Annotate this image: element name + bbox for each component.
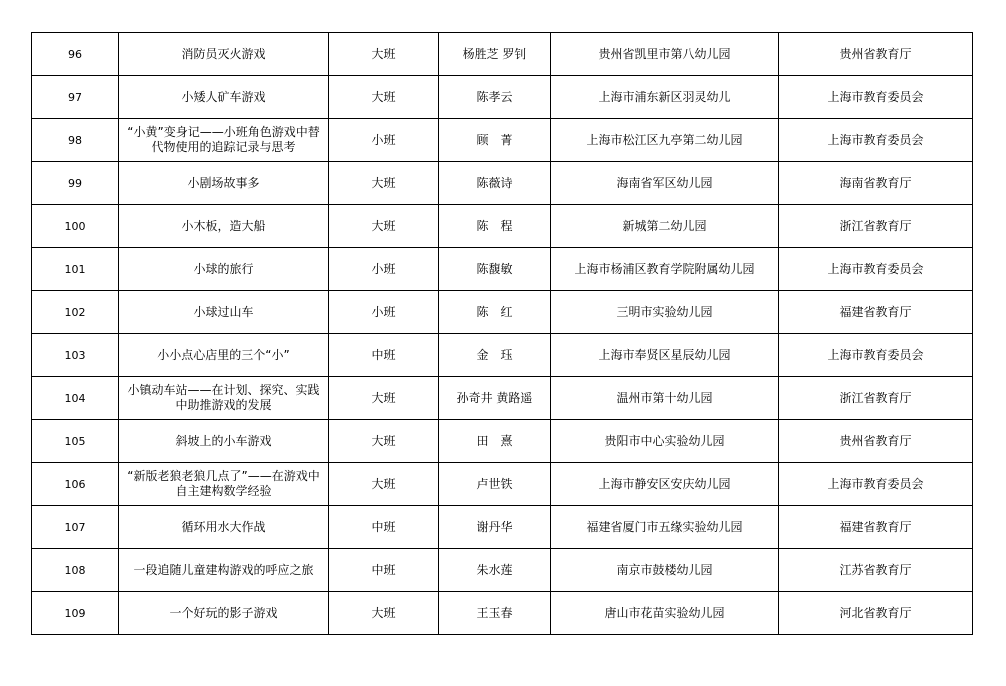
table-row bbox=[32, 549, 973, 592]
author-name: 陈馥敏 bbox=[439, 248, 551, 291]
row-number: 107 bbox=[32, 506, 119, 549]
table-row bbox=[32, 76, 973, 119]
kindergarten-unit: 上海市静安区安庆幼儿园 bbox=[551, 463, 779, 506]
author-name: 卢世铁 bbox=[439, 463, 551, 506]
class-level: 中班 bbox=[329, 549, 439, 592]
row-number: 108 bbox=[32, 549, 119, 592]
case-title: 小小点心店里的三个“小” bbox=[119, 334, 329, 377]
award-list-table bbox=[31, 32, 973, 635]
case-title: 小球过山车 bbox=[119, 291, 329, 334]
class-level: 小班 bbox=[329, 291, 439, 334]
recommending-unit: 福建省教育厅 bbox=[779, 506, 973, 549]
table-row bbox=[32, 420, 973, 463]
class-level: 小班 bbox=[329, 248, 439, 291]
author-name: 陈孝云 bbox=[439, 76, 551, 119]
recommending-unit: 上海市教育委员会 bbox=[779, 119, 973, 162]
recommending-unit: 海南省教育厅 bbox=[779, 162, 973, 205]
table-row bbox=[32, 33, 973, 76]
kindergarten-unit: 上海市杨浦区教育学院附属幼儿园 bbox=[551, 248, 779, 291]
case-title: 小剧场故事多 bbox=[119, 162, 329, 205]
class-level: 大班 bbox=[329, 420, 439, 463]
recommending-unit: 上海市教育委员会 bbox=[779, 334, 973, 377]
kindergarten-unit: 贵阳市中心实验幼儿园 bbox=[551, 420, 779, 463]
recommending-unit: 江苏省教育厅 bbox=[779, 549, 973, 592]
kindergarten-unit: 福建省厦门市五缘实验幼儿园 bbox=[551, 506, 779, 549]
class-level: 大班 bbox=[329, 463, 439, 506]
recommending-unit: 上海市教育委员会 bbox=[779, 248, 973, 291]
kindergarten-unit: 新城第二幼儿园 bbox=[551, 205, 779, 248]
recommending-unit: 贵州省教育厅 bbox=[779, 420, 973, 463]
kindergarten-unit: 海南省军区幼儿园 bbox=[551, 162, 779, 205]
class-level: 小班 bbox=[329, 119, 439, 162]
author-name: 顾 菁 bbox=[439, 119, 551, 162]
case-title: 小球的旅行 bbox=[119, 248, 329, 291]
case-title: 一个好玩的影子游戏 bbox=[119, 592, 329, 635]
table-body bbox=[32, 33, 973, 635]
case-title: 斜坡上的小车游戏 bbox=[119, 420, 329, 463]
recommending-unit: 上海市教育委员会 bbox=[779, 76, 973, 119]
class-level: 大班 bbox=[329, 592, 439, 635]
row-number: 96 bbox=[32, 33, 119, 76]
author-name: 陈 红 bbox=[439, 291, 551, 334]
class-level: 大班 bbox=[329, 76, 439, 119]
kindergarten-unit: 上海市奉贤区星辰幼儿园 bbox=[551, 334, 779, 377]
table-row bbox=[32, 248, 973, 291]
row-number: 105 bbox=[32, 420, 119, 463]
row-number: 104 bbox=[32, 377, 119, 420]
row-number: 109 bbox=[32, 592, 119, 635]
author-name: 杨胜芝 罗钊 bbox=[439, 33, 551, 76]
class-level: 大班 bbox=[329, 33, 439, 76]
author-name: 陈薇诗 bbox=[439, 162, 551, 205]
case-title: 小矮人矿车游戏 bbox=[119, 76, 329, 119]
case-title: 小木板，造大船 bbox=[119, 205, 329, 248]
table-row bbox=[32, 506, 973, 549]
author-name: 王玉春 bbox=[439, 592, 551, 635]
author-name: 陈 程 bbox=[439, 205, 551, 248]
table-row bbox=[32, 205, 973, 248]
class-level: 大班 bbox=[329, 162, 439, 205]
table-row bbox=[32, 592, 973, 635]
case-title: 小镇动车站——在计划、探究、实践中助推游戏的发展 bbox=[119, 377, 329, 420]
case-title: “小黄”变身记——小班角色游戏中替代物使用的追踪记录与思考 bbox=[119, 119, 329, 162]
author-name: 朱水莲 bbox=[439, 549, 551, 592]
class-level: 中班 bbox=[329, 506, 439, 549]
author-name: 田 熹 bbox=[439, 420, 551, 463]
kindergarten-unit: 贵州省凯里市第八幼儿园 bbox=[551, 33, 779, 76]
row-number: 98 bbox=[32, 119, 119, 162]
class-level: 大班 bbox=[329, 377, 439, 420]
recommending-unit: 福建省教育厅 bbox=[779, 291, 973, 334]
row-number: 106 bbox=[32, 463, 119, 506]
table-row bbox=[32, 377, 973, 420]
row-number: 101 bbox=[32, 248, 119, 291]
row-number: 102 bbox=[32, 291, 119, 334]
table-row bbox=[32, 334, 973, 377]
recommending-unit: 贵州省教育厅 bbox=[779, 33, 973, 76]
row-number: 100 bbox=[32, 205, 119, 248]
table-row bbox=[32, 463, 973, 506]
table-row bbox=[32, 291, 973, 334]
kindergarten-unit: 上海市浦东新区羽灵幼儿 bbox=[551, 76, 779, 119]
table-row bbox=[32, 119, 973, 162]
kindergarten-unit: 上海市松江区九亭第二幼儿园 bbox=[551, 119, 779, 162]
case-title: 循环用水大作战 bbox=[119, 506, 329, 549]
table-row bbox=[32, 162, 973, 205]
recommending-unit: 上海市教育委员会 bbox=[779, 463, 973, 506]
case-title: 一段追随儿童建构游戏的呼应之旅 bbox=[119, 549, 329, 592]
author-name: 金 珏 bbox=[439, 334, 551, 377]
row-number: 97 bbox=[32, 76, 119, 119]
case-title: 消防员灭火游戏 bbox=[119, 33, 329, 76]
row-number: 103 bbox=[32, 334, 119, 377]
class-level: 中班 bbox=[329, 334, 439, 377]
author-name: 谢丹华 bbox=[439, 506, 551, 549]
kindergarten-unit: 南京市鼓楼幼儿园 bbox=[551, 549, 779, 592]
recommending-unit: 浙江省教育厅 bbox=[779, 205, 973, 248]
recommending-unit: 河北省教育厅 bbox=[779, 592, 973, 635]
row-number: 99 bbox=[32, 162, 119, 205]
kindergarten-unit: 温州市第十幼儿园 bbox=[551, 377, 779, 420]
case-title: “新版老狼老狼几点了”——在游戏中自主建构数学经验 bbox=[119, 463, 329, 506]
kindergarten-unit: 三明市实验幼儿园 bbox=[551, 291, 779, 334]
kindergarten-unit: 唐山市花苗实验幼儿园 bbox=[551, 592, 779, 635]
class-level: 大班 bbox=[329, 205, 439, 248]
recommending-unit: 浙江省教育厅 bbox=[779, 377, 973, 420]
author-name: 孙奇井 黄路遥 bbox=[439, 377, 551, 420]
